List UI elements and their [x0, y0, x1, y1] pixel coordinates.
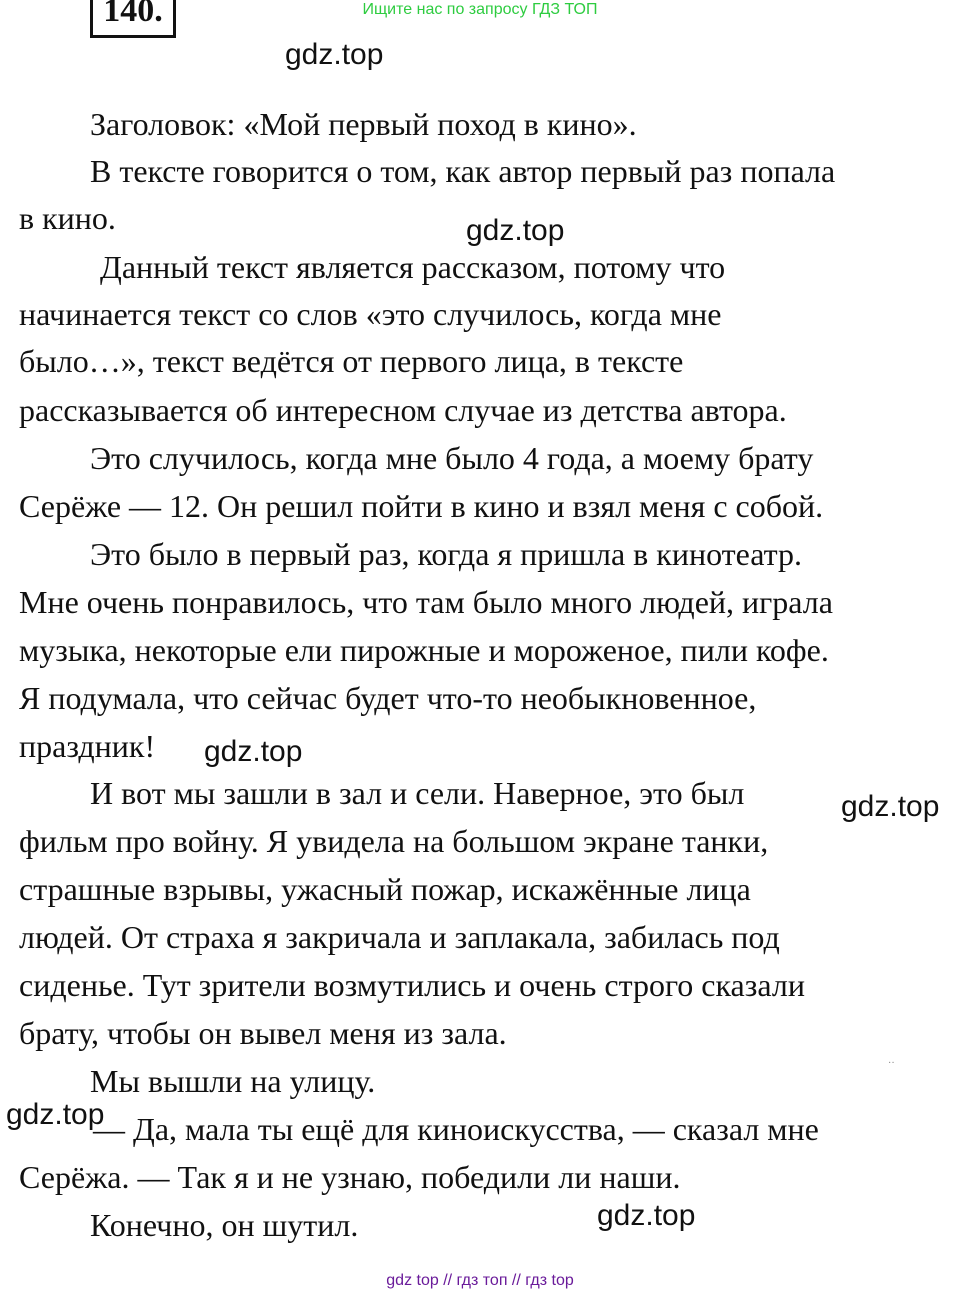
text-line: Мне очень понравилось, что там было много людей, играла — [19, 584, 833, 620]
text-line: фильм про войну. Я увидела на большом экране танки, — [19, 823, 769, 859]
text-line: начинается текст со слов «это случилось, когда мне — [19, 296, 722, 332]
text-line: музыка, некоторые ели пирожные и мороженое, пили кофе. — [19, 632, 829, 668]
text-line: было…», текст ведётся от первого лица, в тексте — [19, 343, 684, 379]
text-line: Мы вышли на улицу. — [90, 1063, 376, 1099]
text-line: в кино. — [19, 200, 116, 236]
watermark: gdz.top — [6, 1098, 105, 1131]
decorative-dots: ·· — [888, 1058, 895, 1069]
text-line: людей. От страха я закричала и заплакала, забилась под — [19, 919, 780, 955]
watermark: gdz.top — [597, 1199, 696, 1232]
text-line: Я подумала, что сейчас будет что-то необыкновенное, — [19, 680, 757, 716]
text-line: Заголовок: «Мой первый поход в кино». — [90, 106, 637, 142]
text-line: Серёжа. — Так я и не узнаю, победили ли наши. — [19, 1159, 681, 1195]
text-line: рассказывается об интересном случае из детства автора. — [19, 392, 787, 428]
footer-links[interactable]: gdz top // гдз топ // гдз top — [386, 1272, 574, 1289]
text-line: И вот мы зашли в зал и сели. Наверное, это был — [90, 775, 745, 811]
text-line: Серёже — 12. Он решил пойти в кино и взял меня с собой. — [19, 488, 824, 524]
text-line: сиденье. Тут зрители возмутились и очень строго сказали — [19, 967, 805, 1003]
watermark: gdz.top — [466, 214, 565, 247]
watermark: gdz.top — [204, 735, 303, 768]
text-line: Данный текст является рассказом, потому что — [100, 249, 726, 285]
text-line: — Да, мала ты ещё для киноискусства, — сказал мне — [93, 1111, 819, 1147]
text-line: праздник! — [19, 728, 156, 764]
watermark: gdz.top — [841, 790, 940, 823]
watermark: gdz.top — [285, 38, 384, 71]
text-line: Это было в первый раз, когда я пришла в кинотеатр. — [90, 536, 802, 572]
text-line: Это случилось, когда мне было 4 года, а моему брату — [90, 440, 814, 476]
search-banner[interactable]: Ищите нас по запросу ГДЗ ТОП — [362, 1, 598, 18]
text-line: брату, чтобы он вывел меня из зала. — [19, 1015, 507, 1051]
text-line: Конечно, он шутил. — [90, 1207, 359, 1243]
text-line: В тексте говорится о том, как автор первый раз попала — [90, 153, 836, 189]
text-line: страшные взрывы, ужасный пожар, искажённые лица — [19, 871, 751, 907]
task-number: 140. — [90, 0, 176, 38]
